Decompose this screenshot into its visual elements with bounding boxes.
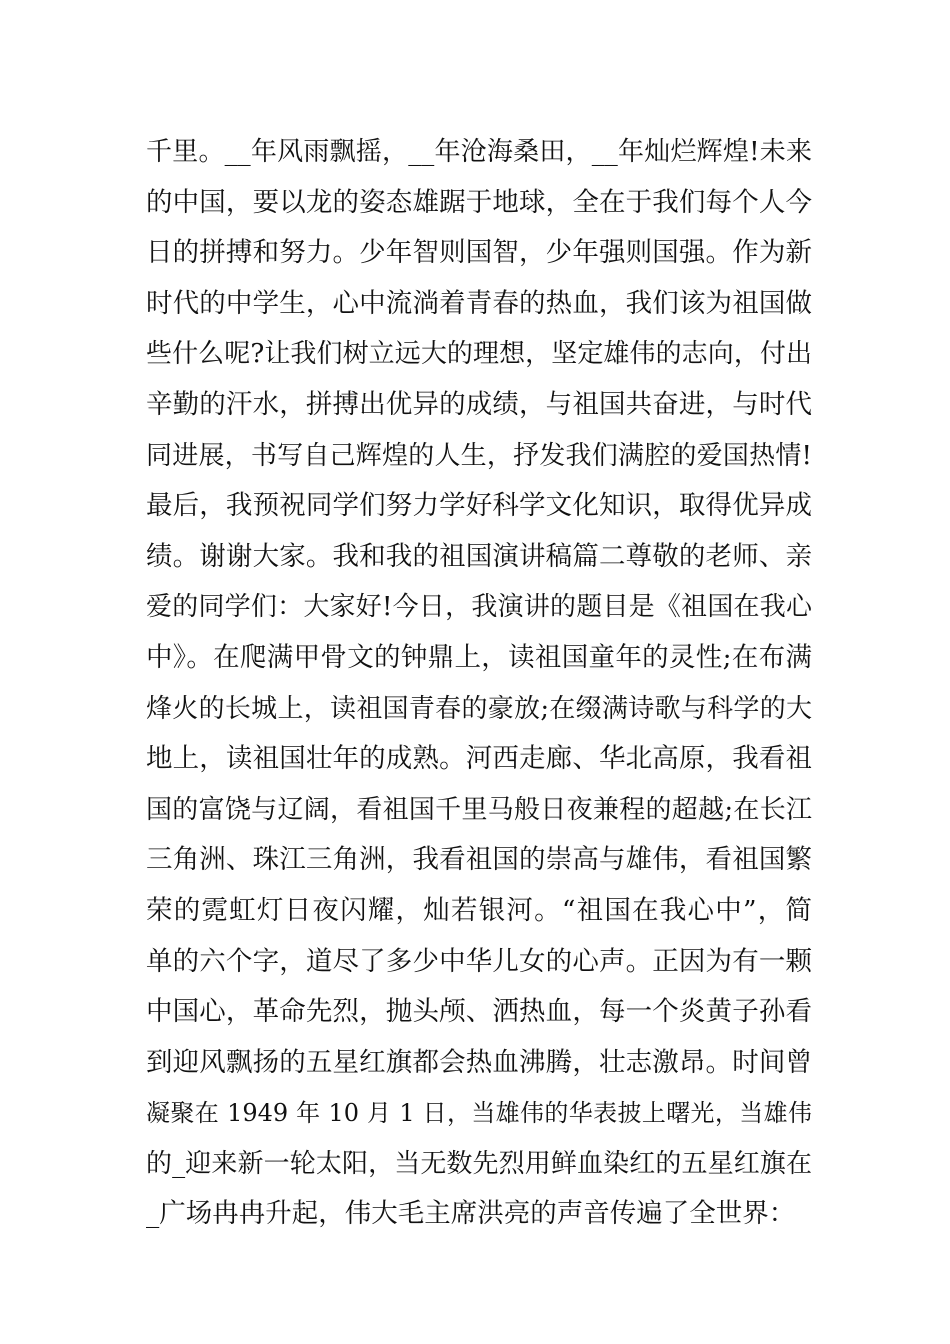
- text-line: 三角洲、珠江三角洲，我看祖国的崇高与雄伟，看祖国繁: [146, 844, 812, 876]
- text-line: 的_迎来新一轮太阳，当无数先烈用鲜血染红的五星红旗在: [146, 1148, 812, 1179]
- text-line: 凝聚在 1949 年 10 月 1 日，当雄伟的华表披上曙光，当雄伟: [146, 1099, 812, 1128]
- text-line: 绩。谢谢大家。我和我的祖国演讲稿篇二尊敬的老师、亲: [146, 540, 812, 572]
- text-line: 国的富饶与辽阔，看祖国千里马般日夜兼程的超越;在长江: [146, 794, 812, 825]
- text-line: 到迎风飘扬的五星红旗都会热血沸腾，壮志激昂。时间曾: [146, 1046, 812, 1078]
- text-line: 单的六个字，道尽了多少中华儿女的心声。正因为有一颗: [146, 945, 812, 977]
- text-line: 日的拼搏和努力。少年智则国智，少年强则国强。作为新: [146, 237, 812, 269]
- text-line: 些什么呢?让我们树立远大的理想，坚定雄伟的志向，付出: [146, 339, 812, 370]
- text-line: 千里。__年风雨飘摇，__年沧海桑田，__年灿烂辉煌!未来: [146, 137, 812, 167]
- text-line: 同进展，书写自己辉煌的人生，抒发我们满腔的爱国热情!: [146, 440, 812, 471]
- text-line: 荣的霓虹灯日夜闪耀，灿若银河。“祖国在我心中”，简: [146, 894, 812, 926]
- text-line: 爱的同学们：大家好!今日，我演讲的题目是《祖国在我心: [146, 592, 812, 623]
- text-line: 中国心，革命先烈，抛头颅、洒热血，每一个炎黄子孙看: [146, 996, 812, 1028]
- body-text: [146, 130, 812, 1243]
- text-line: 地上，读祖国壮年的成熟。河西走廊、华北高原，我看祖: [146, 743, 812, 775]
- text-line: 的中国，要以龙的姿态雄踞于地球，全在于我们每个人今: [146, 186, 812, 218]
- text-line: 中》。在爬满甲骨文的钟鼎上，读祖国童年的灵性;在布满: [146, 641, 812, 673]
- text-line: _广场冉冉升起，伟大毛主席洪亮的声音传遍了全世界：: [146, 1198, 796, 1230]
- text-line: 辛勤的汗水，拼搏出优异的成绩，与祖国共奋进，与时代: [146, 388, 812, 420]
- text-line: 时代的中学生，心中流淌着青春的热血，我们该为祖国做: [146, 287, 812, 319]
- text-line: 最后，我预祝同学们努力学好科学文化知识，取得优异成: [146, 490, 812, 522]
- text-line: 烽火的长城上，读祖国青春的豪放;在缀满诗歌与科学的大: [146, 693, 812, 724]
